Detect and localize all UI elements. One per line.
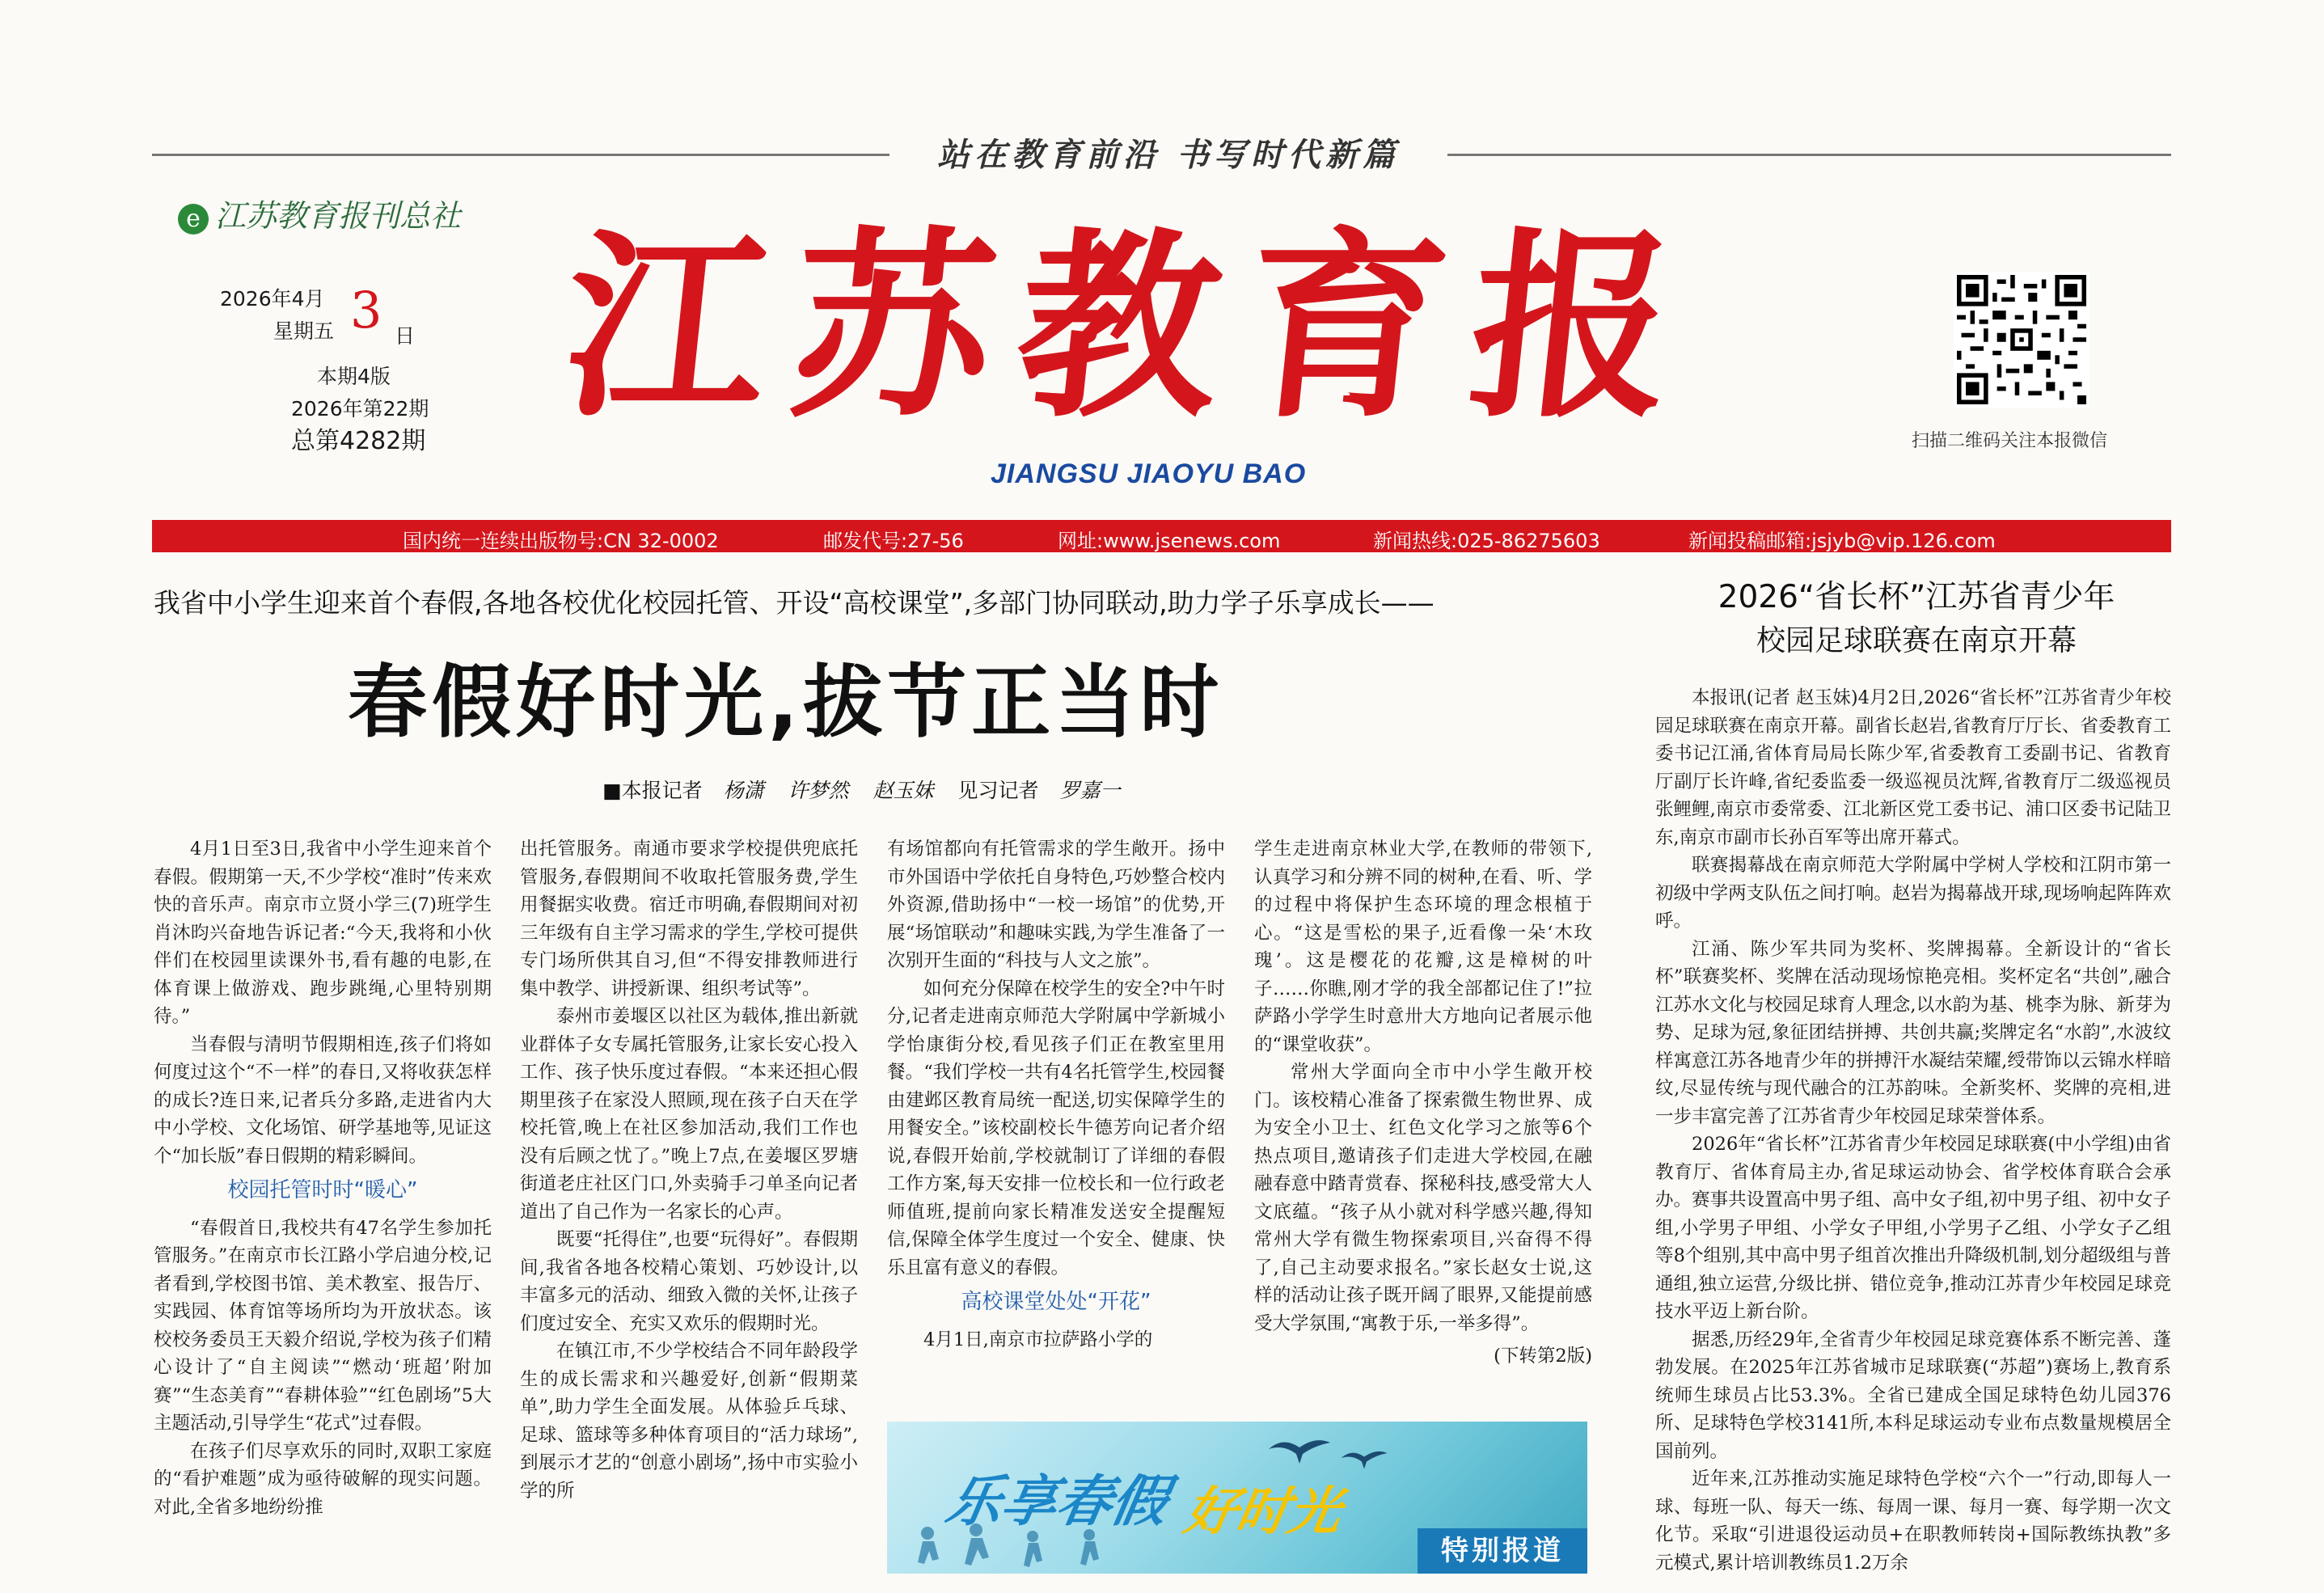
paragraph: 在孩子们尽享欢乐的同时,双职工家庭的“看护难题”成为亟待破解的现实问题。对此,全省多地纷纷推 [154, 1440, 492, 1518]
continued-on-page-2[interactable]: (下转第2版) [1494, 1346, 1592, 1367]
info-cn: 国内统一连续出版物号:CN 32-0002 [403, 530, 719, 552]
date-day: 3 [350, 281, 382, 340]
masthead-title: 江苏教育报 [553, 209, 1711, 445]
date-day-suffix: 日 [395, 324, 416, 348]
masthead-pinyin: JIANGSU JIAOYU BAO [991, 458, 1307, 489]
side-title-line-1: 2026“省长杯”江苏省青少年 [1718, 579, 2115, 615]
info-email[interactable]: 新闻投稿邮箱:jsjyb@vip.126.com [1688, 530, 1996, 552]
paragraph: 既要“托得住”,也要“玩得好”。春假期间,我省各地各校精心策划、巧妙设计,以丰富多元的活动、细致入微的关怀,让孩子们度过安全、充实又欢乐的假期时光。 [520, 1229, 858, 1334]
paragraph: 据悉,历经29年,全省青少年校园足球竞赛体系不断完善、蓬勃发展。在2025年江苏省城市足球联赛(“苏超”)赛场上,教育系统师生球员占比53.3%。全省已建成全国足球特色幼儿园376所、足球特色学校3141所,本科足球运动专业布点数量规模居全国前列。 [1655, 1329, 2171, 1462]
issue-number: 2026年第22期 [291, 397, 429, 420]
issue-pages: 本期4版 [317, 365, 391, 388]
qr-caption: 扫描二维码关注本报微信 [1912, 431, 2108, 451]
paragraph: 常州大学面向全市中小学生敞开校门。该校精心准备了探索微生物世界、成为安全小卫士、红色文化学习之旅等6个热点项目,邀请孩子们走进大学校园,在融融春意中踏青赏春、探秘科技,感受常大人文底蕴。“孩子从小就对科学感兴趣,得知常州大学有微生物探索项目,兴奋得不得了,自己主动要求报名。”家长赵女士说,这样的活动让孩子既开阔了眼界,又能提前感受大学氛围,“寓教于乐,一举多得”。 [1254, 1062, 1592, 1334]
lead-column-1 [154, 835, 492, 1521]
special-report-banner[interactable] [887, 1422, 1587, 1574]
lead-column-4 [1254, 835, 1592, 1371]
swallow-icon [1267, 1433, 1332, 1465]
lead-column-3 [887, 835, 1225, 1354]
intern-name: 罗嘉一 [1059, 779, 1121, 802]
lead-byline [602, 775, 1138, 804]
lead-headline: 春假好时光,拔节正当时 [348, 657, 1224, 749]
date-block [220, 283, 429, 458]
paragraph: 近年来,江苏推动实施足球特色学校“六个一”行动,即每人一球、每班一队、每天一练、每周一课、每月一赛、每学期一次文化节。采取“引进退役运动员+在职教师转岗+国际教练执教”多元模式,累计培训教练员1.2万余 [1655, 1468, 2171, 1574]
paragraph: 2026年“省长杯”江苏省青少年校园足球联赛(中小学组)由省教育厅、省体育局主办,省足球运动协会、省学校体育联合会承办。赛事共设置高中男子组、高中女子组,初中男子组、初中女子组,小学男子甲组、小学女子甲组,小学男子乙组、小学女子乙组等8个组别,其中高中男子组首次推出升降级机制,划分超级组与普通组,独立运营,分级比拼、错位竞争,推动江苏青少年校园足球竞技水平迈上新台阶。 [1655, 1134, 2171, 1322]
section-subhead: 高校课堂处处“开花” [961, 1290, 1151, 1314]
lead-kicker: 我省中小学生迎来首个春假,各地各校优化校园托管、开设“高校课堂”,多部门协同联动,助力学子乐享成长—— [154, 587, 1435, 619]
lead-column-2 [520, 835, 858, 1505]
publisher-name [178, 191, 461, 235]
info-postal: 邮发代号:27-56 [823, 530, 964, 552]
date-month: 2026年4月 [220, 287, 325, 311]
paragraph: 泰州市姜堰区以社区为载体,推出新就业群体子女专属托管服务,让家长安心投入工作、孩子快乐度过春假。“本来还担心假期里孩子在家没人照顾,现在孩子白天在学校托管,晚上在社区参加活动,我们工作也没有后顾之忧了。”晚上7点,在姜堰区罗塘街道老庄社区门口,外卖骑手刁单圣向记者道出了自己作为一名家长的心声。 [520, 1006, 858, 1223]
paragraph: 如何充分保障在校学生的安全?中午时分,记者走进南京师范大学附属中学新城小学怡康街分校,看见孩子们正在教室里用餐。“我们学校一共有4名托管学生,校园餐由建邺区教育局统一配送,切实保障学生的用餐安全。”该校副校长牛德芳向记者介绍说,春假开始前,学校就制订了详细的春假工作方案,每天安排一位校长和一位行政老师值班,提前向家长精准发送安全提醒短信,保障全体学生度过一个安全、健康、快乐且富有意义的春假。 [887, 978, 1225, 1278]
section-subhead: 校园托管时时“暖心” [227, 1178, 418, 1202]
qr-code-icon [1954, 272, 2089, 408]
banner-text-1: 乐享春假 [940, 1470, 1173, 1534]
publisher-logo-icon: e [178, 204, 209, 235]
masthead-slogan: 站在教育前沿 书写时代新篇 [889, 136, 1447, 175]
paragraph: 联赛揭幕战在南京师范大学附属中学树人学校和江阴市第一初级中学两支队伍之间打响。赵岩为揭幕战开球,现场响起阵阵欢呼。 [1655, 855, 2171, 932]
info-hotline: 新闻热线:025-86275603 [1373, 530, 1600, 552]
paragraph: 在镇江市,不少学校结合不同年龄段学生的成长需求和兴趣爱好,创新“假期菜单”,助力学生全面发展。从体验乒乓球、足球、篮球等多种体育项目的“活力球场”,到展示才艺的“创意小剧场”,扬中市实验小学的所 [520, 1341, 858, 1502]
paragraph: 江涌、陈少军共同为奖杯、奖牌揭幕。全新设计的“省长杯”联赛奖杯、奖牌在活动现场惊艳亮相。奖杯定名“共创”,融合江苏水文化与校园足球育人理念,以水韵为基、桃李为脉、新芽为势、足球为冠,象征团结拼搏、共创共赢;奖牌定名“水韵”,水波纹样寓意江苏各地青少年的拼搏汗水凝结荣耀,绶带饰以云锦水样暗纹,尽显传统与现代融合的江苏韵味。全新奖杯、奖牌的亮相,进一步丰富完善了江苏省青少年校园足球荣誉体系。 [1655, 938, 2171, 1127]
info-website[interactable]: 网址:www.jsenews.com [1058, 530, 1281, 552]
reporter-name: 赵玉妹 [873, 779, 934, 802]
issue-total: 总第4282期 [291, 427, 426, 455]
banner-tag: 特别报道 [1418, 1528, 1587, 1574]
paragraph: 出托管服务。南通市要求学校提供兜底托管服务,春假期间不收取托管服务费,学生用餐据实收费。宿迁市明确,春假期间对初三年级有自主学习需求的学生,学校可提供专门场所供其自习,但“不得安排教师进行集中教学、讲授新课、组织考试等”。 [520, 839, 858, 999]
reporter-name: 许梦然 [788, 779, 849, 802]
info-bar [152, 520, 2171, 552]
banner-text-2: 好时光 [1180, 1482, 1346, 1542]
reporter-name: 杨潇 [723, 779, 764, 802]
swallow-icon [1340, 1446, 1388, 1470]
paragraph: 有场馆都向有托管需求的学生敞开。扬中市外国语中学依托自身特色,巧妙整合校内外资源,借助扬中“一校一场馆”的优势,开展“场馆联动”和趣味实践,为学生准备了一次别开生面的“科技与人文之旅”。 [887, 839, 1225, 971]
paragraph: 当春假与清明节假期相连,孩子们将如何度过这个“不一样”的春日,又将收获怎样的成长?连日来,记者兵分多路,走进省内大中小学校、文化场馆、研学基地等,见证这个“加长版”春日假期的精彩瞬间。 [154, 1033, 492, 1167]
paragraph: 本报讯(记者 赵玉妹)4月2日,2026“省长杯”江苏省青少年校园足球联赛在南京开幕。副省长赵岩,省教育厅厅长、省委教育工委书记江涌,省体育局局长陈少军,省委教育工委副书记、省教育厅副厅长许峰,省纪委监委一级巡视员沈辉,省教育厅二级巡视员张鲤鲤,南京市委常委、江北新区党工委书记、浦口区委书记陆卫东,南京市副市长孙百军等出席开幕式。 [1655, 687, 2171, 848]
byline-label: ■本报记者 [602, 779, 703, 802]
side-title-line-2: 校园足球联赛在南京开幕 [1756, 624, 2077, 657]
side-article-title [1662, 576, 2171, 663]
intern-label: 见习记者 [957, 779, 1039, 802]
paragraph: 4月1日,南京市拉萨路小学的 [923, 1329, 1153, 1350]
paragraph: “春假首日,我校共有47名学生参加托管服务。”在南京市长江路小学启迪分校,记者看到,学校图书馆、美术教室、报告厅、实践园、体育馆等场所均为开放状态。该校校务委员王天毅介绍说,学校为孩子们精心设计了“自主阅读”“燃动‘班超’附加赛”“生态美育”“春耕体验”“红色剧场”5大主题活动,引导学生“花式”过春假。 [154, 1217, 492, 1434]
paragraph: 4月1日至3日,我省中小学生迎来首个春假。假期第一天,不少学校“准时”传来欢快的音乐声。南京市立贤小学三(7)班学生肖沐昀兴奋地告诉记者:“今天,我将和小伙伴们在校园里读课外书,看有趣的电影,在体育课上做游戏、跑步跳绳,心里特别期待。” [154, 839, 492, 1027]
publisher-label: 江苏教育报刊总社 [215, 198, 462, 234]
date-weekday: 星期五 [273, 319, 335, 343]
side-article-body [1655, 684, 2171, 1577]
paragraph: 学生走进南京林业大学,在教师的带领下,认真学习和分辨不同的树种,在看、听、学的过程中将保护生态环境的理念根植于心。“这是雪松的果子,近看像一朵‘木玫瑰’。这是樱花的花瓣,这是樟树的叶子……你瞧,刚才学的我全部都记住了!”拉萨路小学学生时意卅大方地向记者展示他的“课堂收获”。 [1254, 839, 1592, 1055]
